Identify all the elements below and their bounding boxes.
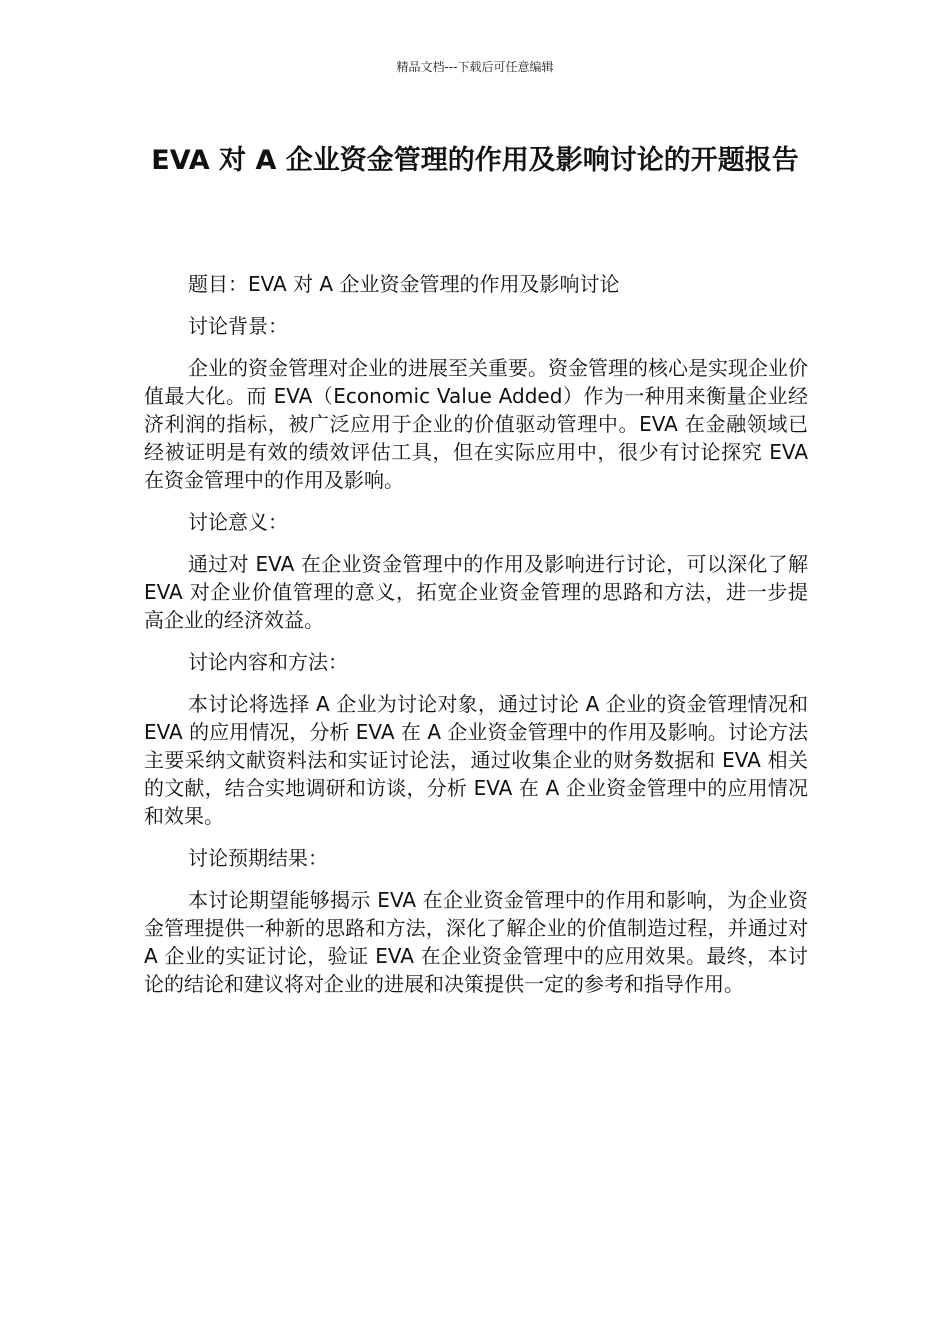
- methods-paragraph: 本讨论将选择 A 企业为讨论对象，通过讨论 A 企业的资金管理情况和 EVA 的应用情况，分析 EVA 在 A 企业资金管理中的作用及影响。讨论方法主要采纳文献资料法和实证讨论法，通过收集企业的财务数据和 EVA 相关的文献，结合实地调研和访谈，分析 EVA 在 A 企业资金管理中的应用情况和效果。: [144, 692, 808, 828]
- expected-results-paragraph: 本讨论期望能够揭示 EVA 在企业资金管理中的作用和影响，为企业资金管理提供一种新的思路和方法，深化了解企业的价值制造过程，并通过对 A 企业的实证讨论，验证 EVA 在企业资金管理中的应用效果。最终，本讨论的结论和建议将对企业的进展和决策提供一定的参考和指导作用。: [144, 888, 808, 996]
- section-heading-expected-results: 讨论预期结果：: [188, 846, 328, 870]
- section-heading-background: 讨论背景：: [188, 314, 288, 338]
- background-paragraph: 企业的资金管理对企业的进展至关重要。资金管理的核心是实现企业价值最大化。而 EVA（Economic Value Added）作为一种用来衡量企业经济利润的指标，被广泛应用于企业的价值驱动管理中。EVA 在金融领域已经被证明是有效的绩效评估工具，但在实际应用中，很少有讨论探究 EVA 在资金管理中的作用及影响。: [144, 356, 808, 492]
- document-body: [144, 270, 808, 1012]
- section-heading-methods: 讨论内容和方法：: [188, 650, 348, 674]
- header-note: 精品文档---下载后可任意编辑: [396, 60, 554, 74]
- significance-paragraph: 通过对 EVA 在企业资金管理中的作用及影响进行讨论，可以深化了解 EVA 对企业价值管理的意义，拓宽企业资金管理的思路和方法，进一步提高企业的经济效益。: [144, 552, 808, 632]
- topic-line: 题目：EVA 对 A 企业资金管理的作用及影响讨论: [188, 272, 620, 296]
- section-heading-significance: 讨论意义：: [188, 510, 288, 534]
- document-title: EVA 对 A 企业资金管理的作用及影响讨论的开题报告: [151, 145, 799, 176]
